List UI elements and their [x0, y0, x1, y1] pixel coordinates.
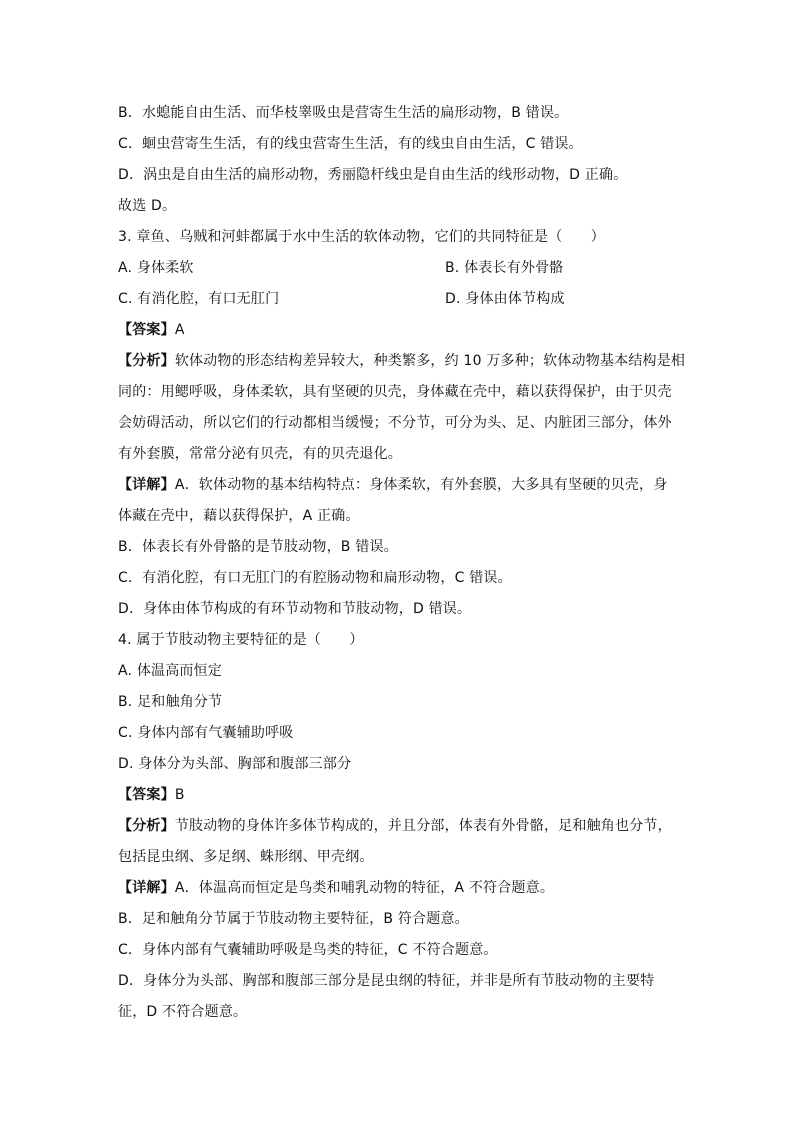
q3-option-d: D. 身体由体节构成: [445, 291, 565, 307]
q4-option-b: B. 足和触角分节: [118, 694, 223, 710]
q3-answer: [118, 320, 185, 340]
detail-text: A．体温高而恒定是鸟类和哺乳动物的特征，A 不符合题意。: [174, 880, 555, 896]
analysis-text: 有外套膜，常常分泌有贝壳，有的贝壳退化。: [118, 446, 402, 462]
answer-label: 【答案】: [118, 322, 175, 338]
q4-detail: [118, 878, 554, 898]
q3-analysis: [118, 351, 685, 371]
analysis-label: 【分析】: [118, 818, 175, 834]
q4-option-a: A. 体温高而恒定: [118, 663, 223, 679]
detail-text: C．身体内部有气囊辅助呼吸是鸟类的特征，C 不符合题意。: [118, 942, 498, 958]
detail-text: C．有消化腔，有口无肛门的有腔肠动物和扁形动物，C 错误。: [118, 570, 512, 586]
analysis-text: 包括昆虫纲、多足纲、蛛形纲、甲壳纲。: [118, 849, 374, 865]
question-3-stem: 3. 章鱼、乌贼和河蚌都属于水中生活的软体动物，它们的共同特征是（ ）: [118, 229, 606, 245]
detail-text: B．体表长有外骨骼的是节肢动物，B 错误。: [118, 539, 398, 555]
detail-text: B．足和触角分节属于节肢动物主要特征，B 符合题意。: [118, 911, 469, 927]
detail-text: A．软体动物的基本结构特点：身体柔软，有外套膜，大多具有坚硬的贝壳，身: [174, 477, 668, 493]
detail-text: 征，D 不符合题意。: [118, 1004, 248, 1020]
q3-option-a: A. 身体柔软: [118, 260, 194, 276]
analysis-text: 节肢动物的身体许多体节构成的，并且分部，体表有外骨骼，足和触角也分节，: [174, 818, 672, 834]
detail-label: 【详解】: [118, 477, 175, 493]
detail-text: D．身体分为头部、胸部和腹部三部分是昆虫纲的特征，并非是所有节肢动物的主要特: [118, 973, 655, 989]
q3-option-b: B. 体表长有外骨骼: [445, 260, 564, 276]
answer-label: 【答案】: [118, 787, 175, 803]
explanation-line: B．水螅能自由生活、而华枝睾吸虫是营寄生生活的扁形动物，B 错误。: [118, 105, 569, 121]
analysis-text: 软体动物的形态结构差异较大，种类繁多，约 10 万多种；软体动物基本结构是相: [174, 353, 686, 369]
detail-text: D．身体由体节构成的有环节动物和节肢动物，D 错误。: [118, 601, 472, 617]
analysis-text: 会妨碍活动，所以它们的行动都相当缓慢；不分节，可分为头、足、内脏团三部分，体外: [118, 415, 672, 431]
q4-option-d: D. 身体分为头部、胸部和腹部三部分: [118, 756, 352, 772]
conclusion-line: 故选 D。: [118, 198, 177, 214]
detail-text: 体藏在壳中，藉以获得保护，A 正确。: [118, 508, 360, 524]
question-4-stem: 4. 属于节肢动物主要特征的是（ ）: [118, 632, 364, 648]
explanation-line: C．蛔虫营寄生生活，有的线虫营寄生生活，有的线虫自由生活，C 错误。: [118, 136, 583, 152]
analysis-text: 同的：用鳃呼吸，身体柔软，具有坚硬的贝壳，身体藏在壳中，藉以获得保护，由于贝壳: [118, 384, 672, 400]
analysis-label: 【分析】: [118, 353, 175, 369]
q4-answer: [118, 785, 185, 805]
answer-value: B: [174, 787, 185, 803]
answer-value: A: [174, 322, 185, 338]
q4-option-c: C. 身体内部有气囊辅助呼吸: [118, 725, 294, 741]
explanation-line: D．涡虫是自由生活的扁形动物，秀丽隐杆线虫是自由生活的线形动物，D 正确。: [118, 167, 628, 183]
q3-option-c: C. 有消化腔，有口无肛门: [118, 291, 280, 307]
q4-analysis: [118, 816, 672, 836]
detail-label: 【详解】: [118, 880, 175, 896]
q3-detail: [118, 475, 667, 495]
